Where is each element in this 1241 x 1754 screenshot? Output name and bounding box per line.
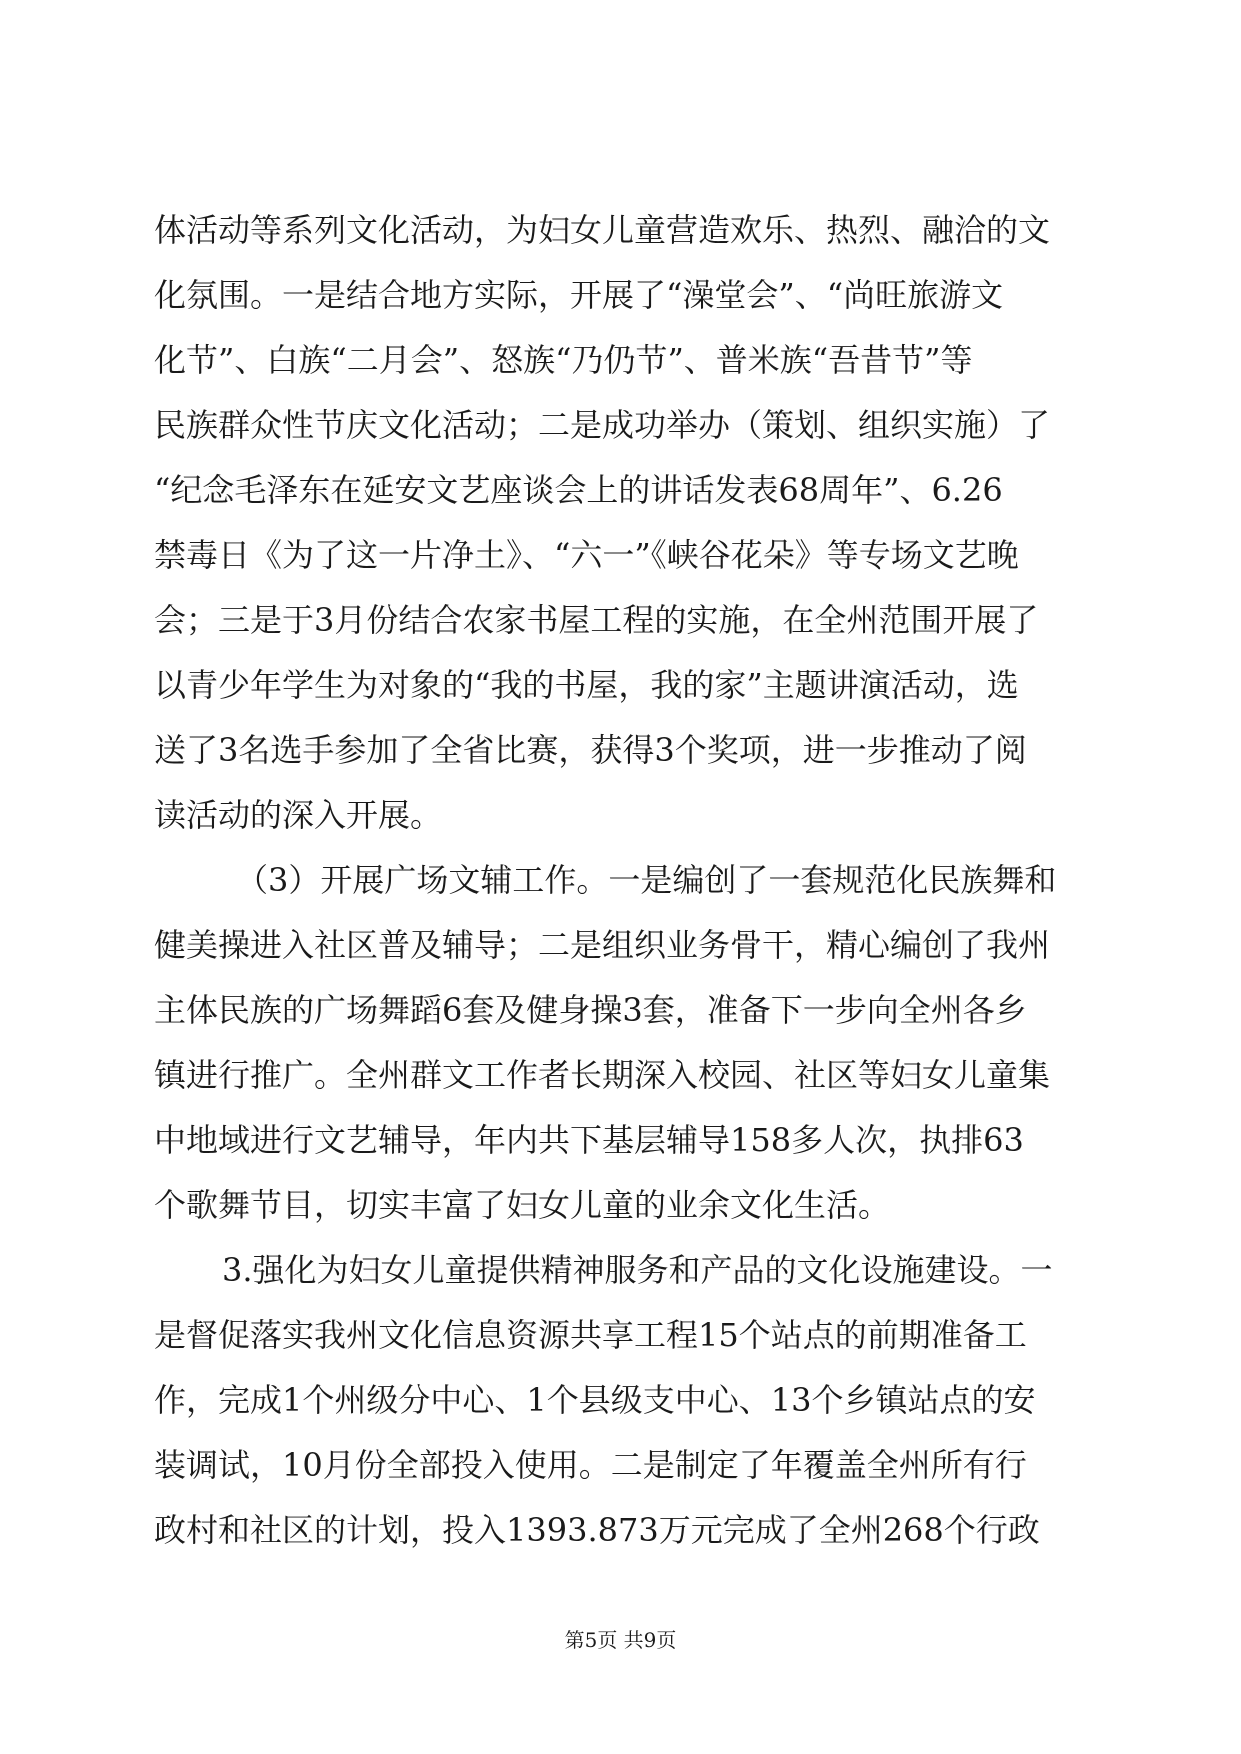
- text-line: 民族群众性节庆文化活动；二是成功举办（策划、组织实施）了: [154, 406, 1051, 444]
- text-line: 是督促落实我州文化信息资源共享工程15个站点的前期准备工: [154, 1316, 1027, 1354]
- text-line: 主体民族的广场舞蹈6套及健身操3套，准备下一步向全州各乡: [154, 991, 1027, 1029]
- text-line: 体活动等系列文化活动，为妇女儿童营造欢乐、热烈、融洽的文: [154, 211, 1051, 249]
- text-line: 镇进行推广。全州群文工作者长期深入校园、社区等妇女儿童集: [154, 1056, 1051, 1094]
- page-number-footer: 第5页 共9页: [564, 1628, 677, 1652]
- text-line: 以青少年学生为对象的“我的书屋，我的家”主题讲演活动，选: [154, 666, 1019, 704]
- text-line: 个歌舞节目，切实丰富了妇女儿童的业余文化生活。: [154, 1186, 891, 1224]
- text-line: “纪念毛泽东在延安文艺座谈会上的讲话发表68周年”、6.26: [154, 471, 1003, 509]
- text-line: （3）开展广场文辅工作。一是编创了一套规范化民族舞和: [236, 861, 1057, 899]
- text-line: 政村和社区的计划，投入1393.873万元完成了全州268个行政: [154, 1511, 1040, 1549]
- text-line: 化氛围。一是结合地方实际，开展了“澡堂会”、“尚旺旅游文: [154, 276, 1004, 314]
- text-line: 读活动的深入开展。: [154, 796, 443, 834]
- text-line: 作，完成1个州级分中心、1个县级支中心、13个乡镇站点的安: [154, 1381, 1036, 1419]
- text-line: 健美操进入社区普及辅导；二是组织业务骨干，精心编创了我州: [154, 926, 1051, 964]
- text-line: 化节”、白族“二月会”、怒族“乃仍节”、普米族“吾昔节”等: [154, 341, 973, 379]
- text-line: 送了3名选手参加了全省比赛，获得3个奖项，进一步推动了阅: [154, 731, 1027, 769]
- text-line: 禁毒日《为了这一片净土》、“六一”《峡谷花朵》等专场文艺晚: [154, 536, 1019, 574]
- text-line: 中地域进行文艺辅导，年内共下基层辅导158多人次，执排63: [154, 1121, 1024, 1159]
- text-line: 装调试，10月份全部投入使用。二是制定了年覆盖全州所有行: [154, 1446, 1027, 1484]
- text-line: 会；三是于3月份结合农家书屋工程的实施，在全州范围开展了: [154, 601, 1039, 639]
- text-line: 3.强化为妇女儿童提供精神服务和产品的文化设施建设。一: [222, 1251, 1053, 1289]
